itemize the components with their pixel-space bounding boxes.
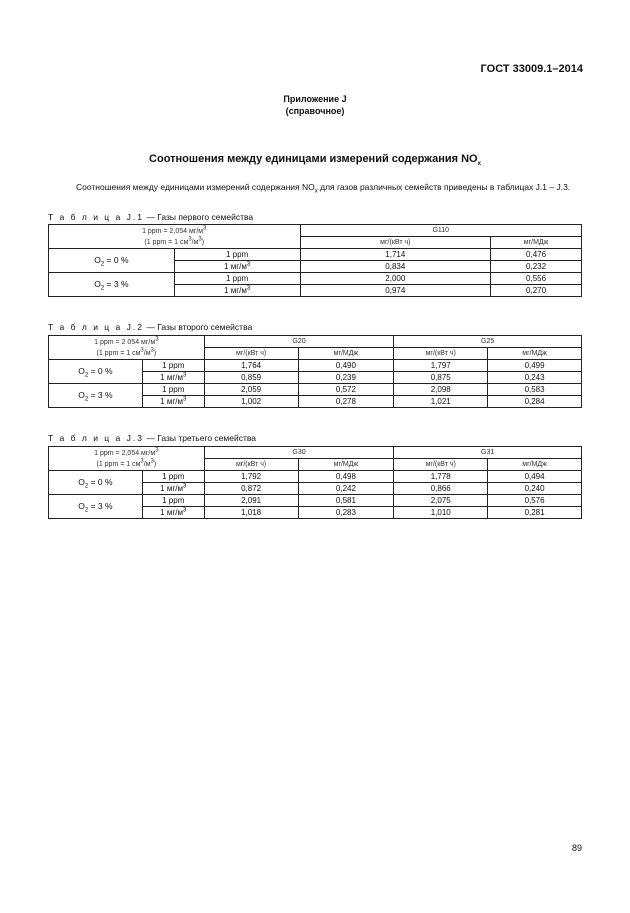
value-cell: 1,792 xyxy=(204,471,298,483)
unit-header: мг/(кВт ч) xyxy=(394,459,488,471)
o2-text: = 3 % xyxy=(88,501,113,511)
unit-header: мг/МДж xyxy=(298,348,394,360)
table-caption-j1 xyxy=(48,212,253,222)
unit-label: 1 ppm xyxy=(142,360,204,372)
conversion-text: /м xyxy=(143,460,151,468)
value-cell: 0,974 xyxy=(300,285,491,297)
table-j3 xyxy=(48,446,582,519)
superscript: 3 xyxy=(203,225,207,232)
intro-paragraph xyxy=(48,181,582,193)
o2-label xyxy=(49,471,143,495)
conversion-text: (1 ppm = 1 см xyxy=(96,349,141,357)
table-row xyxy=(49,273,582,285)
intro-text: Соотношения между единицами измерений содержания NO xyxy=(76,182,315,192)
value-cell: 0,494 xyxy=(488,471,582,483)
unit-conversion-cell xyxy=(49,447,205,471)
value-cell: 0,834 xyxy=(300,261,491,273)
unit-header: мг/МДж xyxy=(298,459,394,471)
value-cell: 1,018 xyxy=(204,507,298,519)
unit-text: 1 мг/м xyxy=(160,484,183,493)
value-cell: 0,572 xyxy=(298,384,394,396)
unit-header: мг/(кВт ч) xyxy=(204,348,298,360)
subscript: 2 xyxy=(100,285,105,292)
o2-text: O xyxy=(78,390,85,400)
table-row xyxy=(49,447,582,459)
o2-label xyxy=(49,384,143,408)
value-cell: 0,242 xyxy=(298,483,394,495)
unit-label xyxy=(142,507,204,519)
unit-label: 1 ppm xyxy=(142,384,204,396)
conversion-text: (1 ppm = 1 см xyxy=(96,460,141,468)
gas-header: G31 xyxy=(394,447,582,459)
appendix-subtitle: (справочное) xyxy=(285,106,345,116)
value-cell: 0,581 xyxy=(298,495,394,507)
value-cell: 1,797 xyxy=(394,360,488,372)
table-row xyxy=(49,225,582,237)
value-cell: 1,778 xyxy=(394,471,488,483)
o2-label xyxy=(49,360,143,384)
superscript: 3 xyxy=(246,285,251,292)
conversion-text: 1 ppm = 2,054 мг/м xyxy=(142,227,204,235)
o2-text: = 0 % xyxy=(88,477,113,487)
conversion-text: ) xyxy=(201,238,205,246)
value-cell: 0,270 xyxy=(491,285,582,297)
conversion-text: ) xyxy=(153,460,157,468)
table-caption-j3 xyxy=(48,433,256,443)
gas-header: G25 xyxy=(394,336,582,348)
superscript: 3 xyxy=(150,458,154,465)
superscript: 3 xyxy=(246,261,251,268)
unit-label xyxy=(174,285,300,297)
o2-text: O xyxy=(94,255,101,265)
value-cell: 0,872 xyxy=(204,483,298,495)
page-number: 89 xyxy=(571,843,582,853)
section-title xyxy=(0,153,630,168)
o2-text: = 3 % xyxy=(88,390,113,400)
value-cell: 2,000 xyxy=(300,273,491,285)
unit-header: мг/(кВт ч) xyxy=(204,459,298,471)
conversion-text: 1 ppm = 2 054 мг/м xyxy=(94,338,156,346)
conversion-text: ) xyxy=(153,349,157,357)
unit-label: 1 ppm xyxy=(142,495,204,507)
conversion-text: (1 ppm = 1 см xyxy=(144,238,189,246)
document-code: ГОСТ 33009.1–2014 xyxy=(480,63,583,75)
subscript: 2 xyxy=(100,261,105,268)
unit-header: мг/(кВт ч) xyxy=(300,237,491,249)
conversion-text: /м xyxy=(191,238,199,246)
value-cell: 0,284 xyxy=(488,396,582,408)
o2-text: O xyxy=(78,477,85,487)
table-row xyxy=(49,336,582,348)
unit-conversion-cell xyxy=(49,336,205,360)
value-cell: 0,875 xyxy=(394,372,488,384)
appendix-title: Приложение J xyxy=(283,94,347,104)
o2-text: O xyxy=(78,501,85,511)
o2-text: = 0 % xyxy=(104,255,129,265)
table-j1 xyxy=(48,224,582,297)
superscript: 3 xyxy=(182,507,187,514)
table-row xyxy=(49,495,582,507)
unit-header: мг/МДж xyxy=(488,348,582,360)
value-cell: 2,098 xyxy=(394,384,488,396)
table-row xyxy=(49,249,582,261)
superscript: 3 xyxy=(140,458,144,465)
gas-header: G110 xyxy=(300,225,582,237)
superscript: 3 xyxy=(182,372,187,379)
unit-conversion-cell xyxy=(49,225,301,249)
caption-label: Т а б л и ц а J.3 xyxy=(48,433,144,443)
value-cell: 0,499 xyxy=(488,360,582,372)
superscript: 3 xyxy=(155,336,159,343)
value-cell: 0,490 xyxy=(298,360,394,372)
o2-label xyxy=(49,273,175,297)
o2-label xyxy=(49,495,143,519)
value-cell: 0,240 xyxy=(488,483,582,495)
o2-text: O xyxy=(94,279,101,289)
unit-header: мг/МДж xyxy=(488,459,582,471)
unit-text: 1 мг/м xyxy=(160,508,183,517)
intro-subscript: x xyxy=(314,188,318,195)
value-cell: 0,498 xyxy=(298,471,394,483)
caption-label: Т а б л и ц а J.2 xyxy=(48,322,144,332)
superscript: 3 xyxy=(140,347,144,354)
caption-text: — Газы первого семейства xyxy=(143,212,254,222)
unit-header: мг/МДж xyxy=(491,237,582,249)
unit-header: мг/(кВт ч) xyxy=(394,348,488,360)
value-cell: 1,010 xyxy=(394,507,488,519)
caption-label: Т а б л и ц а J.1 xyxy=(48,212,144,222)
value-cell: 0,476 xyxy=(491,249,582,261)
appendix-heading xyxy=(0,93,630,117)
table-caption-j2 xyxy=(48,322,252,332)
superscript: 3 xyxy=(198,236,202,243)
unit-text: 1 мг/м xyxy=(224,262,247,271)
unit-text: 1 мг/м xyxy=(224,286,247,295)
value-cell: 0,556 xyxy=(491,273,582,285)
o2-text: O xyxy=(78,366,85,376)
unit-label: 1 ppm xyxy=(174,249,300,261)
table-j2 xyxy=(48,335,582,408)
o2-text: = 3 % xyxy=(104,279,129,289)
value-cell: 1,764 xyxy=(204,360,298,372)
subscript: 2 xyxy=(84,483,89,490)
gas-header: G30 xyxy=(204,447,394,459)
value-cell: 0,859 xyxy=(204,372,298,384)
superscript: 3 xyxy=(182,483,187,490)
o2-label xyxy=(49,249,175,273)
unit-label xyxy=(174,261,300,273)
subscript: 2 xyxy=(84,396,89,403)
unit-label: 1 ppm xyxy=(142,471,204,483)
table-row xyxy=(49,384,582,396)
value-cell: 0,283 xyxy=(298,507,394,519)
superscript: 3 xyxy=(182,396,187,403)
unit-text: 1 мг/м xyxy=(160,397,183,406)
section-title-subscript: x xyxy=(477,161,481,168)
value-cell: 0,281 xyxy=(488,507,582,519)
value-cell: 0,243 xyxy=(488,372,582,384)
value-cell: 2,091 xyxy=(204,495,298,507)
table-row xyxy=(49,471,582,483)
value-cell: 2,059 xyxy=(204,384,298,396)
value-cell: 2,075 xyxy=(394,495,488,507)
value-cell: 0,239 xyxy=(298,372,394,384)
caption-text: — Газы третьего семейства xyxy=(143,433,257,443)
value-cell: 0,576 xyxy=(488,495,582,507)
value-cell: 0,866 xyxy=(394,483,488,495)
conversion-text: 1 ppm = 2,054 мг/м xyxy=(94,449,156,457)
subscript: 2 xyxy=(84,507,89,514)
value-cell: 0,583 xyxy=(488,384,582,396)
value-cell: 1,002 xyxy=(204,396,298,408)
superscript: 3 xyxy=(188,236,192,243)
o2-text: = 0 % xyxy=(88,366,113,376)
superscript: 3 xyxy=(150,347,154,354)
conversion-text: /м xyxy=(143,349,151,357)
superscript: 3 xyxy=(155,447,159,454)
value-cell: 0,278 xyxy=(298,396,394,408)
table-row xyxy=(49,360,582,372)
intro-text-end: для газов различных семейств приведены в таблицах J.1 – J.3. xyxy=(317,182,571,192)
value-cell: 1,021 xyxy=(394,396,488,408)
unit-label xyxy=(142,396,204,408)
subscript: 2 xyxy=(84,372,89,379)
section-title-text: Соотношения между единицами измерений содержания NO xyxy=(149,153,478,165)
unit-text: 1 мг/м xyxy=(160,373,183,382)
unit-label: 1 ppm xyxy=(174,273,300,285)
gas-header: G20 xyxy=(204,336,394,348)
caption-text: — Газы второго семейства xyxy=(143,322,253,332)
value-cell: 1,714 xyxy=(300,249,491,261)
unit-label xyxy=(142,372,204,384)
value-cell: 0,232 xyxy=(491,261,582,273)
unit-label xyxy=(142,483,204,495)
